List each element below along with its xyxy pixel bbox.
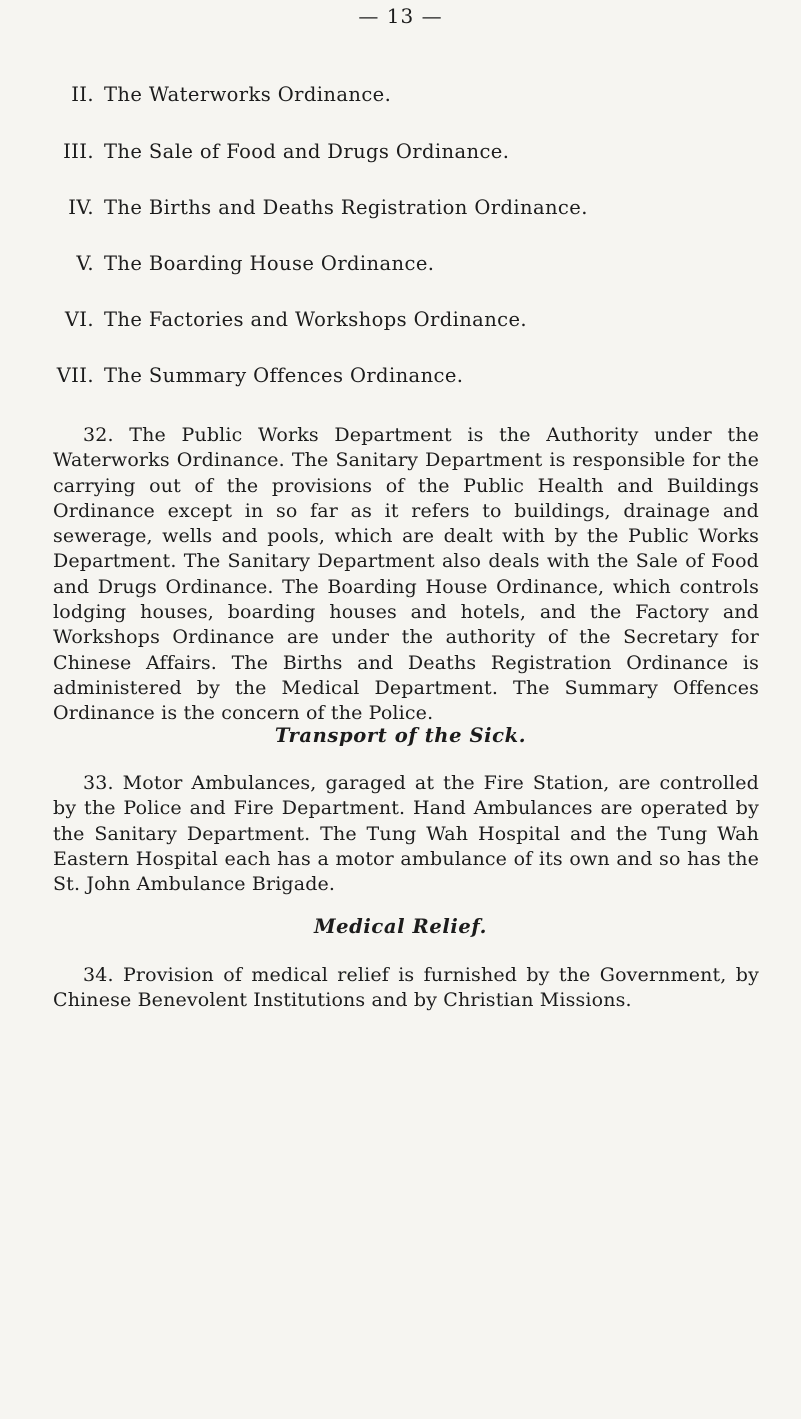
ordinance-number: VII.	[56, 364, 94, 387]
list-item	[0, 140, 509, 170]
section-heading-transport: Transport of the Sick.	[274, 724, 527, 747]
list-item	[0, 196, 588, 226]
ordinance-number: V.	[76, 252, 94, 275]
list-item	[0, 364, 463, 394]
list-item	[0, 308, 527, 338]
list-item	[0, 83, 391, 113]
ordinance-title: The Births and Deaths Registration Ordinance.	[104, 196, 588, 219]
section-heading-medical-relief: Medical Relief.	[313, 915, 488, 938]
ordinance-number: IV.	[68, 196, 94, 219]
paragraph-32: 32. The Public Works Department is the Authority under the Waterworks Ordinance. The Sanitary Department is responsible for the carrying out of the provisions of the Public Health and Buildings Ordinance except in so far as it refers to buildings, drainage and sewerage, wells and pools, which are dealt with by the Public Works Department. The Sanitary Department also deals with the Sale of Food and Drugs Ordinance. The Boarding House Ordinance, which controls lodging houses, boarding houses and hotels, and the Factory and Workshops Ordinance are under the authority of the Secretary for Chinese Affairs. The Births and Deaths Registration Ordinance is administered by the Medical Department. The Summary Offences Ordinance is the concern of the Police.	[53, 424, 759, 725]
ordinance-title: The Summary Offences Ordinance.	[104, 364, 464, 387]
page-number: — 13 —	[358, 4, 443, 28]
ordinance-title: The Sale of Food and Drugs Ordinance.	[104, 140, 510, 163]
ordinance-title: The Waterworks Ordinance.	[104, 83, 392, 106]
paragraph-33: 33. Motor Ambulances, garaged at the Fire Station, are controlled by the Police and Fire Department. Hand Ambulances are operated by the Sanitary Department. The Tung Wah Hospital and the Tung Wah Eastern Hospital each has a motor ambulance of its own and so has the St. John Ambulance Brigade.	[53, 772, 759, 896]
ordinance-number: III.	[63, 140, 94, 163]
paragraph-34: 34. Provision of medical relief is furnished by the Government, by Chinese Benevolent Institutions and by Christian Missions.	[53, 964, 759, 1012]
ordinance-number: VI.	[64, 308, 94, 331]
list-item	[0, 252, 434, 282]
ordinance-title: The Boarding House Ordinance.	[104, 252, 435, 275]
ordinance-number: II.	[71, 83, 94, 106]
ordinance-title: The Factories and Workshops Ordinance.	[104, 308, 528, 331]
